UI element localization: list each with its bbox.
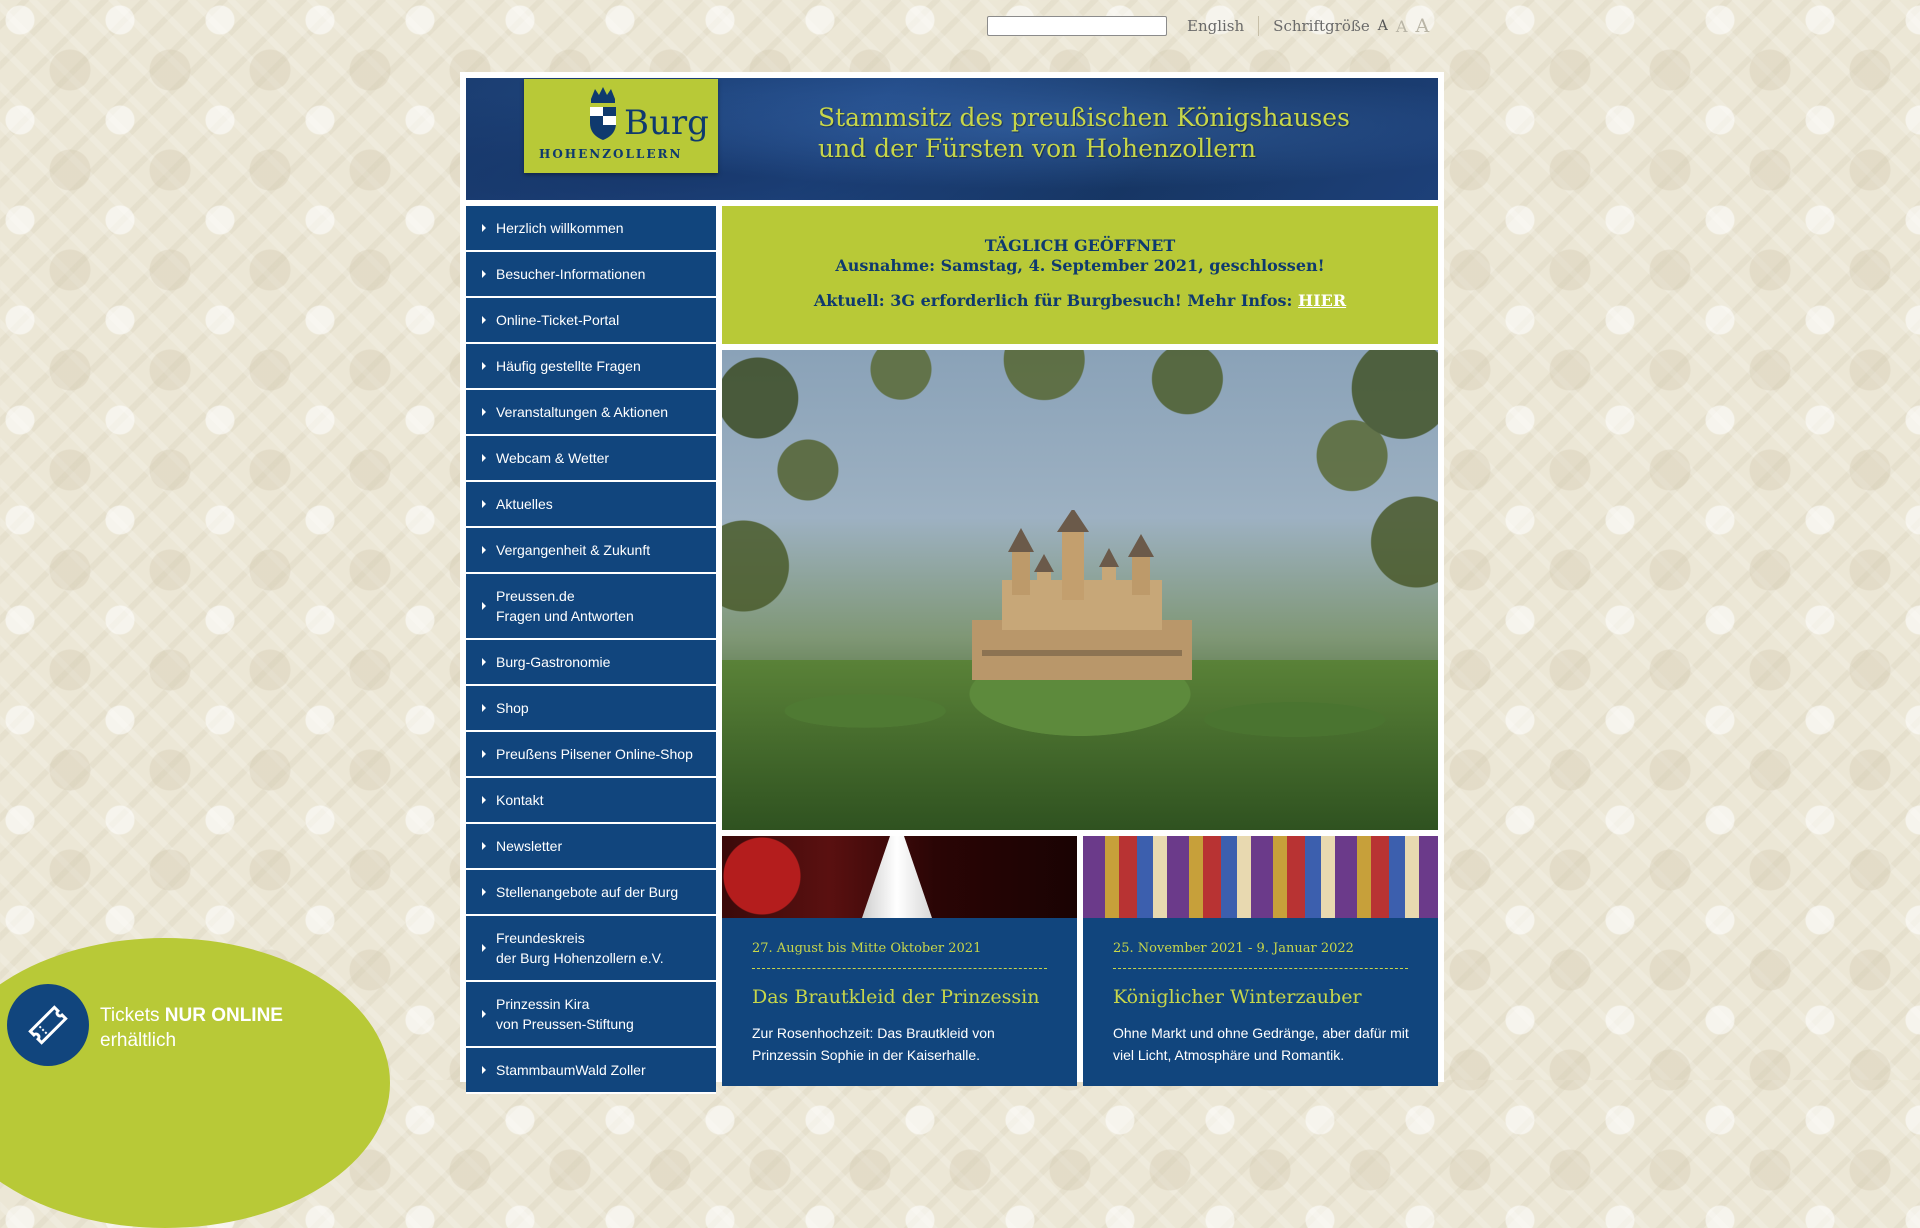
- nav-item-label: Webcam & Wetter: [496, 450, 610, 466]
- nav-item-preussen-de[interactable]: [466, 574, 716, 640]
- nav-item-vergangenheit-zukunft[interactable]: [466, 528, 716, 574]
- chevron-right-icon: [482, 408, 486, 416]
- chevron-right-icon: [482, 362, 486, 370]
- nav-item-label: Besucher-Informationen: [496, 266, 646, 282]
- font-size-label: Schriftgröße: [1273, 17, 1370, 35]
- logo-word: Burg: [624, 103, 709, 143]
- event-card-text: Zur Rosenhochzeit: Das Brautkleid von Prinzessin Sophie in der Kaiserhalle.: [752, 1025, 995, 1063]
- ticket-icon: [23, 1000, 73, 1050]
- chevron-right-icon: [482, 750, 486, 758]
- tickets-text[interactable]: Tickets NUR ONLINE erhältlich: [100, 1005, 283, 1051]
- event-card-title[interactable]: Das Brautkleid der Prinzessin: [752, 986, 1040, 1008]
- chevron-right-icon: [482, 500, 486, 508]
- nav-item-label: Preußens Pilsener Online-Shop: [496, 746, 693, 762]
- nav-item-label: Kontakt: [496, 792, 544, 808]
- nav-item-label: StammbaumWald Zoller: [496, 1062, 646, 1078]
- font-size-small-button[interactable]: A: [1377, 18, 1388, 34]
- nav-item-prinzessin-kira[interactable]: [466, 982, 716, 1048]
- chevron-right-icon: [482, 270, 486, 278]
- nav-item-stellenangebote[interactable]: [466, 870, 716, 916]
- chevron-right-icon: [482, 454, 486, 462]
- font-size-large-button[interactable]: A: [1415, 15, 1430, 37]
- chevron-right-icon: [482, 602, 486, 610]
- event-card-image: [1083, 836, 1438, 918]
- nav-item-aktuelles[interactable]: [466, 482, 716, 528]
- nav-item-label: Preussen.de Fragen und Antworten: [496, 588, 634, 624]
- logo-subtitle: HOHENZOLLERN: [539, 147, 683, 161]
- tagline-line-1: Stammsitz des preußischen Königshauses: [818, 103, 1350, 132]
- nav-item-label: Freundeskreis der Burg Hohenzollern e.V.: [496, 930, 664, 966]
- page-frame: [460, 72, 1444, 1082]
- site-tagline: [818, 102, 1350, 164]
- chevron-right-icon: [482, 224, 486, 232]
- opening-notice: [722, 206, 1438, 344]
- chevron-right-icon: [482, 944, 486, 952]
- tagline-line-2: und der Fürsten von Hohenzollern: [818, 134, 1257, 163]
- nav-item-besucher-informationen[interactable]: [466, 252, 716, 298]
- divider: [1258, 16, 1259, 36]
- chevron-right-icon: [482, 316, 486, 324]
- event-card[interactable]: [722, 836, 1077, 1086]
- event-card-date: 25. November 2021 - 9. Januar 2022: [1113, 941, 1354, 956]
- nav-item-label: Shop: [496, 700, 529, 716]
- event-card-image: [722, 836, 1077, 918]
- nav-item-label: Herzlich willkommen: [496, 220, 624, 236]
- search-input[interactable]: [987, 16, 1167, 36]
- chevron-right-icon: [482, 546, 486, 554]
- chevron-right-icon: [482, 658, 486, 666]
- sidebar-nav: [466, 206, 716, 1094]
- tickets-badge[interactable]: [0, 938, 390, 1228]
- divider: [752, 968, 1047, 969]
- event-card-date: 27. August bis Mitte Oktober 2021: [752, 941, 982, 956]
- notice-exception: Ausnahme: Samstag, 4. September 2021, geschlossen!: [835, 256, 1325, 275]
- notice-more-info-link[interactable]: HIER: [1298, 291, 1347, 310]
- language-link-english[interactable]: English: [1187, 17, 1245, 35]
- nav-item-label: Veranstaltungen & Aktionen: [496, 404, 669, 420]
- nav-item-label: Häufig gestellte Fragen: [496, 358, 641, 374]
- nav-item-herzlich-willkommen[interactable]: [466, 206, 716, 252]
- nav-item-freundeskreis[interactable]: [466, 916, 716, 982]
- nav-item-veranstaltungen[interactable]: [466, 390, 716, 436]
- nav-item-label: Newsletter: [496, 838, 563, 854]
- nav-item-label: Burg-Gastronomie: [496, 654, 611, 670]
- crest-icon: [586, 85, 620, 141]
- nav-item-pilsener-shop[interactable]: [466, 732, 716, 778]
- nav-item-online-ticket-portal[interactable]: [466, 298, 716, 344]
- divider: [1113, 968, 1408, 969]
- nav-item-label: Stellenangebote auf der Burg: [496, 884, 679, 900]
- event-card-title[interactable]: Königlicher Winterzauber: [1113, 986, 1362, 1008]
- event-card-text: Ohne Markt und ohne Gedränge, aber dafür mit viel Licht, Atmosphäre und Romantik.: [1113, 1025, 1409, 1063]
- hero-image[interactable]: [722, 350, 1438, 830]
- nav-item-label: Aktuelles: [496, 496, 553, 512]
- nav-item-label: Prinzessin Kira von Preussen-Stiftung: [496, 996, 634, 1032]
- dress-graphic: [862, 836, 932, 918]
- nav-item-newsletter[interactable]: [466, 824, 716, 870]
- chevron-right-icon: [482, 842, 486, 850]
- notice-3g-info: Aktuell: 3G erforderlich für Burgbesuch! Mehr Infos: HIER: [813, 291, 1347, 310]
- nav-item-webcam-wetter[interactable]: [466, 436, 716, 482]
- nav-item-shop[interactable]: [466, 686, 716, 732]
- event-card[interactable]: [1083, 836, 1438, 1086]
- nav-item-stammbaumwald[interactable]: [466, 1048, 716, 1094]
- ticket-button[interactable]: [7, 984, 89, 1066]
- nav-item-kontakt[interactable]: [466, 778, 716, 824]
- chevron-right-icon: [482, 1066, 486, 1074]
- site-logo[interactable]: [524, 79, 718, 173]
- nav-item-faq[interactable]: [466, 344, 716, 390]
- foliage-overlay: [722, 350, 1438, 830]
- site-header: [466, 78, 1438, 200]
- chevron-right-icon: [482, 704, 486, 712]
- nav-item-label: Online-Ticket-Portal: [496, 312, 620, 328]
- utility-bar: [987, 14, 1429, 38]
- notice-title: TÄGLICH GEÖFFNET: [984, 236, 1176, 255]
- font-size-medium-button[interactable]: A: [1395, 16, 1408, 36]
- chevron-right-icon: [482, 796, 486, 804]
- nav-item-burg-gastronomie[interactable]: [466, 640, 716, 686]
- nav-item-label: Vergangenheit & Zukunft: [496, 542, 651, 558]
- chevron-right-icon: [482, 1010, 486, 1018]
- chevron-right-icon: [482, 888, 486, 896]
